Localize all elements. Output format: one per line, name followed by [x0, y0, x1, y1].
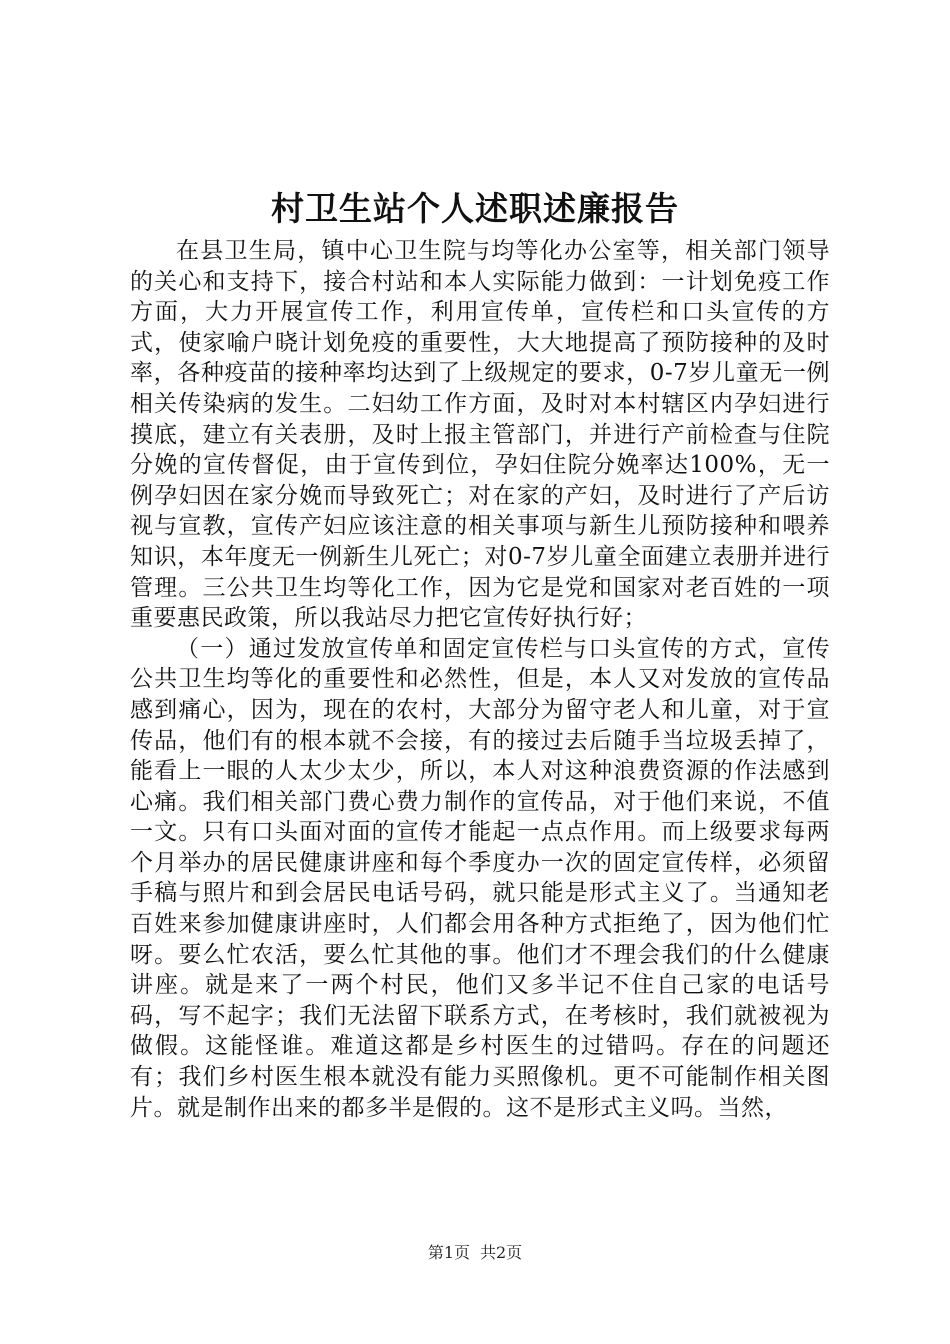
document-title: 村卫生站个人述职述廉报告	[271, 189, 679, 228]
paragraph-2: （一）通过发放宣传单和固定宣传栏与口头宣传的方式，宣传公共卫生均等化的重要性和必然性，但是，本人又对发放的宣传品感到痛心，因为，现在的农村，大部分为留守老人和儿童，对于宣传品，他们有的根本就不会接，有的接过去后随手当垃圾丢掉了，能看上一眼的人太少太少，所以，本人对这种浪费资源的作法感到心痛。我们相关部门费心费力制作的宣传品，对于他们来说，不值一文。只有口头面对面的宣传才能起一点点作用。而上级要求每两个月举办的居民健康讲座和每个季度办一次的固定宣传样，必须留手稿与照片和到会居民电话号码，就只能是形式主义了。当通知老百姓来参加健康讲座时，人们都会用各种方式拒绝了，因为他们忙呀。要么忙农活，要么忙其他的事。他们才不理会我们的什么健康讲座。就是来了一两个村民，他们又多半记不住自己家的电话号码，写不起字；我们无法留下联系方式，在考核时，我们就被视为做假。这能怪谁。难道这都是乡村医生的过错吗。存在的问题还有；我们乡村医生根本就没有能力买照像机。更不可能制作相关图片。就是制作出来的都多半是假的。这不是形式主义吗。当然，	[130, 635, 830, 1121]
paragraph-1: 在县卫生局，镇中心卫生院与均等化办公室等，相关部门领导的关心和支持下，接合村站和本人实际能力做到：一计划免疫工作方面，大力开展宣传工作，利用宣传单，宣传栏和口头宣传的方式，使家喻户晓计划免疫的重要性，大大地提高了预防接种的及时率，各种疫苗的接种率均达到了上级规定的要求，0-7岁儿童无一例相关传染病的发生。二妇幼工作方面，及时对本村辖区内孕妇进行摸底，建立有关表册，及时上报主管部门，并进行产前检查与住院分娩的宣传督促，由于宣传到位，孕妇住院分娩率达100%，无一例孕妇因在家分娩而导致死亡；对在家的产妇，及时进行了产后访视与宣教，宣传产妇应该注意的相关事项与新生儿预防接种和喂养知识，本年度无一例新生儿死亡；对0-7岁儿童全面建立表册并进行管理。三公共卫生均等化工作，因为它是党和国家对老百姓的一项重要惠民政策，所以我站尽力把它宣传好执行好；	[130, 238, 830, 632]
page-number-total: 共2页	[480, 1243, 523, 1262]
page-number-current: 第1页	[427, 1243, 470, 1262]
document-body	[130, 236, 830, 1123]
page-footer	[0, 1243, 950, 1263]
